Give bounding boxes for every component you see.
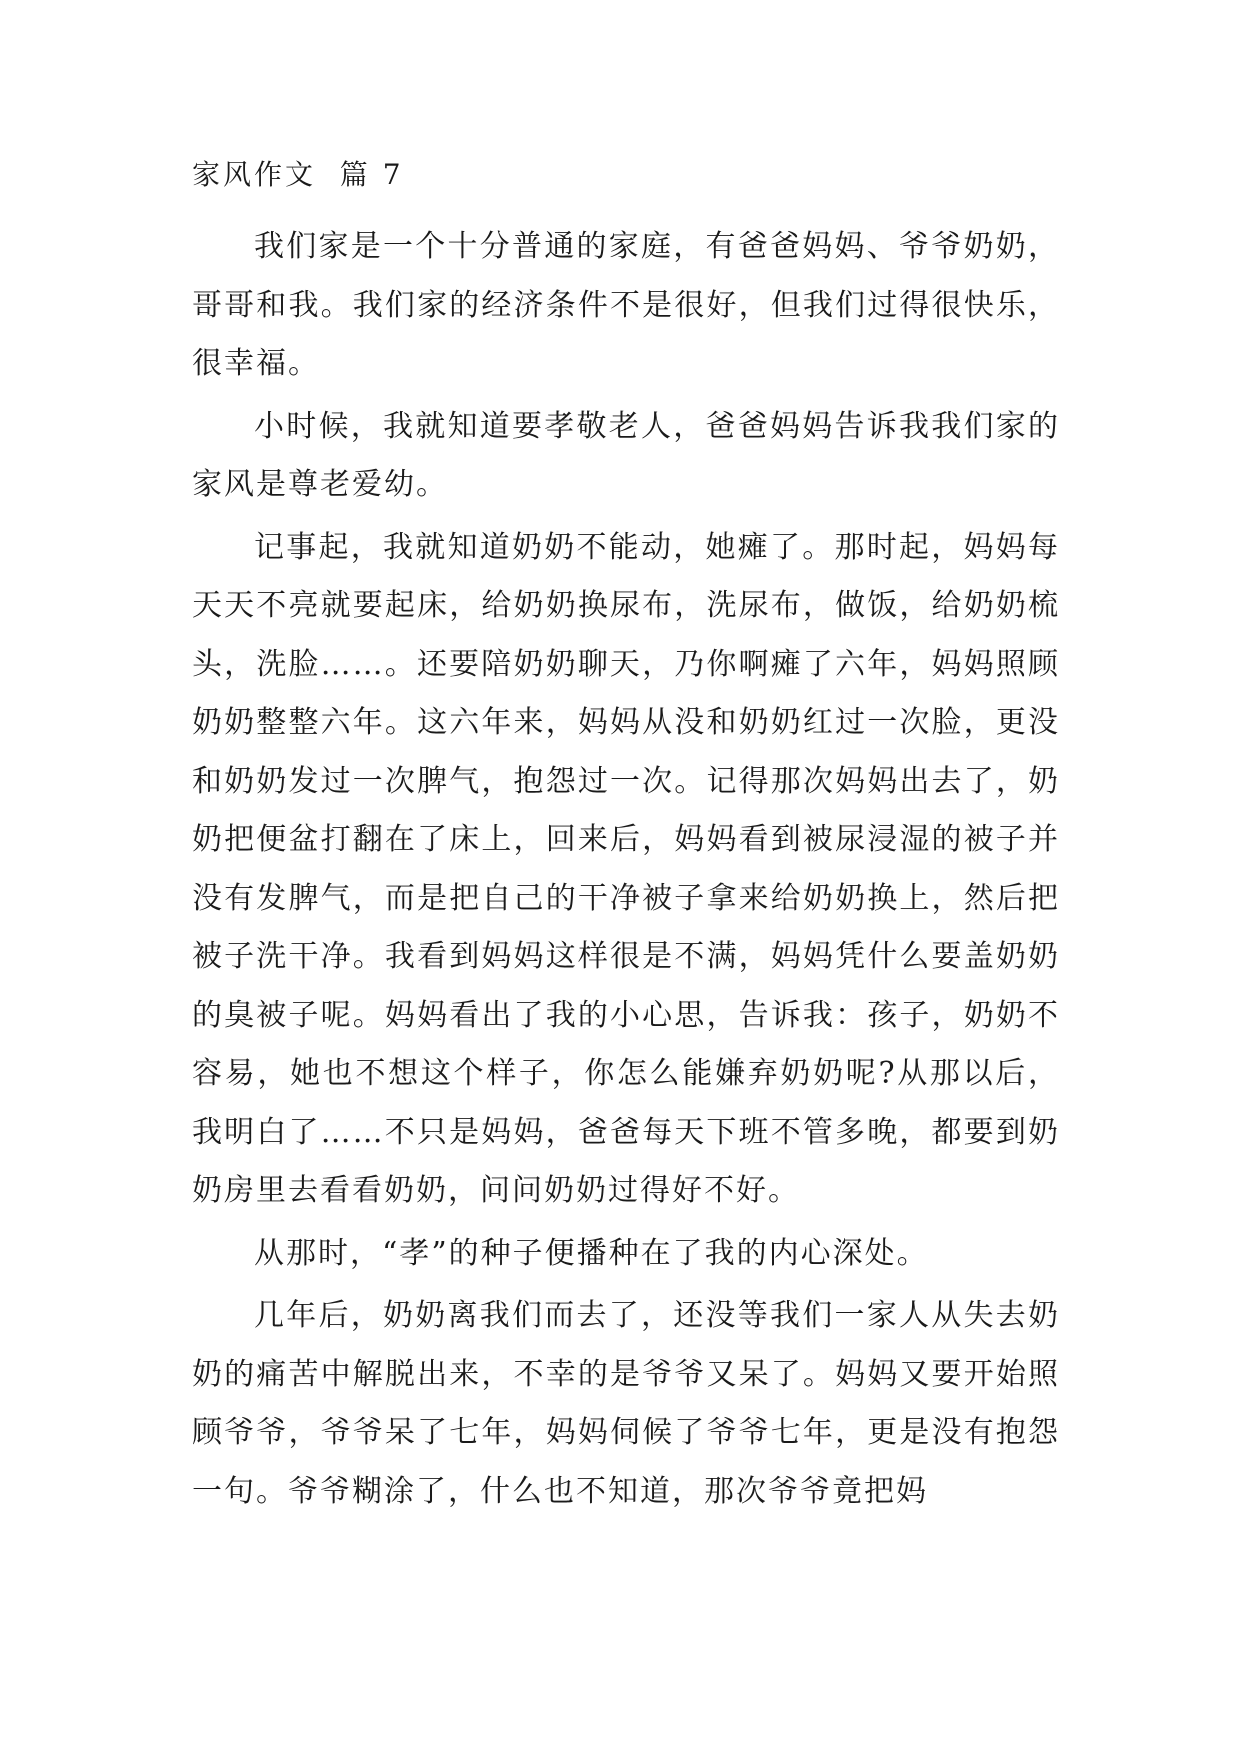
- document-page: [192, 160, 1060, 1525]
- paragraph-4: 从那时，“孝”的种子便播种在了我的内心深处。: [254, 1235, 929, 1271]
- paragraph-5: 几年后，奶奶离我们而去了，还没等我们一家人从失去奶奶的痛苦中解脱出来，不幸的是爷爷又呆了。妈妈又要开始照顾爷爷，爷爷呆了七年，妈妈伺候了爷爷七年，更是没有抱怨一句。爷爷糊涂了，什么也不知道，那次爷爷竟把妈: [192, 1298, 1060, 1509]
- paragraph-2: 小时候，我就知道要孝敬老人，爸爸妈妈告诉我我们家的家风是尊老爱幼。: [192, 408, 1060, 502]
- document-title: 家风作文 篇 7: [192, 158, 404, 191]
- paragraph-1: 我们家是一个十分普通的家庭，有爸爸妈妈、爷爷奶奶，哥哥和我。我们家的经济条件不是很好，但我们过得很快乐，很幸福。: [192, 229, 1060, 381]
- paragraph-3: 记事起，我就知道奶奶不能动，她瘫了。那时起，妈妈每天天不亮就要起床，给奶奶换尿布，洗尿布，做饭，给奶奶梳头，洗脸……。还要陪奶奶聊天，乃你啊瘫了六年，妈妈照顾奶奶整整六年。这六年来，妈妈从没和奶奶红过一次脸，更没和奶奶发过一次脾气，抱怨过一次。记得那次妈妈出去了，奶奶把便盆打翻在了床上，回来后，妈妈看到被尿浸湿的被子并没有发脾气，而是把自己的干净被子拿来给奶奶换上，然后把被子洗干净。我看到妈妈这样很是不满，妈妈凭什么要盖奶奶的臭被子呢。妈妈看出了我的小心思，告诉我：孩子，奶奶不容易，她也不想这个样子，你怎么能嫌弃奶奶呢?从那以后，我明白了……不只是妈妈，爸爸每天下班不管多晚，都要到奶奶房里去看看奶奶，问问奶奶过得好不好。: [192, 529, 1060, 1208]
